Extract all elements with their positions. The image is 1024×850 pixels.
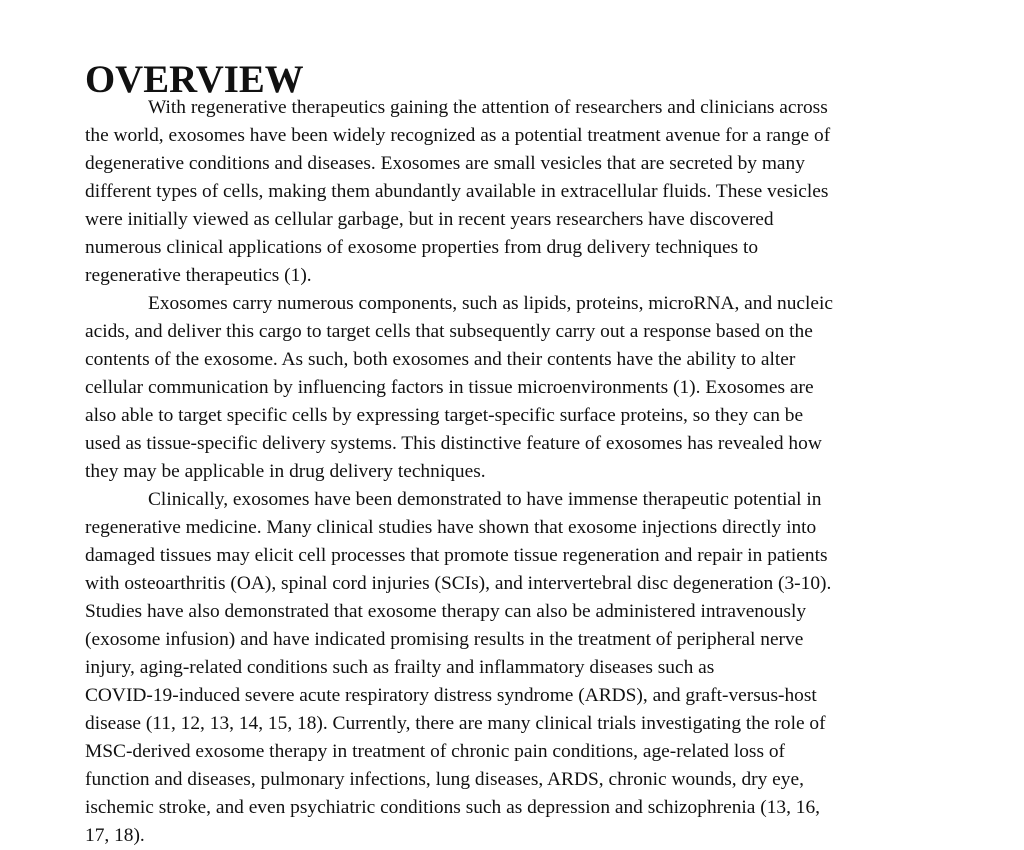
text-line: contents of the exosome. As such, both exosomes and their contents have the ability to alter bbox=[85, 349, 796, 370]
text-line: COVID-19-induced severe acute respiratory distress syndrome (ARDS), and graft-versus-host bbox=[85, 685, 817, 706]
text-line: regenerative medicine. Many clinical studies have shown that exosome injections directly into bbox=[85, 517, 817, 538]
paragraph-3 bbox=[85, 486, 905, 850]
text-line: Clinically, exosomes have been demonstrated to have immense therapeutic potential in bbox=[148, 489, 822, 510]
paragraph-2 bbox=[85, 290, 905, 486]
text-line: used as tissue-specific delivery systems. This distinctive feature of exosomes has revealed how bbox=[85, 433, 822, 454]
text-line: disease (11, 12, 13, 14, 15, 18). Currently, there are many clinical trials investigating the role of bbox=[85, 713, 826, 734]
text-line: also able to target specific cells by expressing target-specific surface proteins, so they can be bbox=[85, 405, 804, 426]
text-line: cellular communication by influencing factors in tissue microenvironments (1). Exosomes are bbox=[85, 377, 814, 398]
text-line: Studies have also demonstrated that exosome therapy can also be administered intravenously bbox=[85, 601, 807, 622]
text-line: numerous clinical applications of exosome properties from drug delivery techniques to bbox=[85, 237, 759, 258]
text-line: different types of cells, making them abundantly available in extracellular fluids. These vesicles bbox=[85, 181, 829, 202]
paragraph-1 bbox=[85, 94, 905, 290]
text-line: ischemic stroke, and even psychiatric conditions such as depression and schizophrenia (13, 16, bbox=[85, 797, 821, 818]
text-line: were initially viewed as cellular garbage, but in recent years researchers have discovered bbox=[85, 209, 774, 230]
text-line: with osteoarthritis (OA), spinal cord injuries (SCIs), and intervertebral disc degeneration (3-10). bbox=[85, 573, 832, 594]
text-line: the world, exosomes have been widely recognized as a potential treatment avenue for a range of bbox=[85, 125, 831, 146]
text-line: 17, 18). bbox=[85, 825, 145, 846]
text-line: injury, aging-related conditions such as frailty and inflammatory diseases such as bbox=[85, 657, 715, 678]
text-line: Exosomes carry numerous components, such as lipids, proteins, microRNA, and nucleic bbox=[148, 293, 833, 314]
text-line: function and diseases, pulmonary infections, lung diseases, ARDS, chronic wounds, dry eye, bbox=[85, 769, 804, 790]
text-line: regenerative therapeutics (1). bbox=[85, 265, 312, 286]
text-line: acids, and deliver this cargo to target cells that subsequently carry out a response based on the bbox=[85, 321, 813, 342]
text-line: damaged tissues may elicit cell processes that promote tissue regeneration and repair in patients bbox=[85, 545, 828, 566]
document-page bbox=[85, 58, 905, 850]
text-line: MSC-derived exosome therapy in treatment of chronic pain conditions, age-related loss of bbox=[85, 741, 786, 762]
text-line: degenerative conditions and diseases. Exosomes are small vesicles that are secreted by many bbox=[85, 153, 805, 174]
text-line: With regenerative therapeutics gaining the attention of researchers and clinicians across bbox=[148, 97, 828, 118]
text-line: they may be applicable in drug delivery techniques. bbox=[85, 461, 486, 482]
text-line: (exosome infusion) and have indicated promising results in the treatment of peripheral nerve bbox=[85, 629, 804, 650]
section-heading: OVERVIEW bbox=[85, 58, 304, 101]
